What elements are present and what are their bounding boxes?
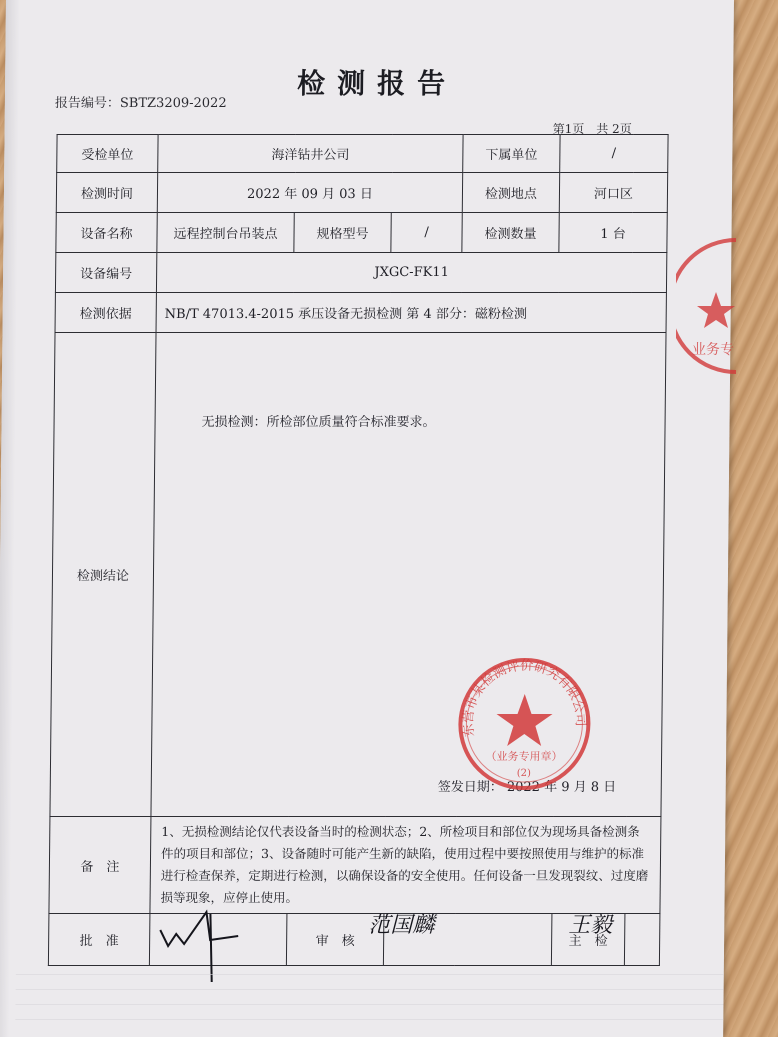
conclusion-text: 无损检测：所检部位质量符合标准要求。 (201, 415, 436, 430)
review-label: 审 核 (286, 914, 384, 966)
table-row (49, 817, 661, 914)
time-label: 检测时间 (56, 173, 157, 213)
table-row (56, 173, 667, 213)
sub-unit-value: / (560, 135, 668, 173)
page-backprint-lines (15, 960, 724, 1020)
inspect-signature-cell (624, 914, 660, 966)
device-no-label: 设备编号 (55, 253, 156, 293)
quantity-value: 1 台 (559, 213, 667, 253)
inspect-label: 主 检 (551, 914, 625, 966)
page-info: 第1页 共 2页 (552, 122, 632, 136)
issue-date-year: 2022 (506, 780, 541, 795)
review-signature: 范国麟 (368, 913, 435, 938)
model-label: 规格型号 (294, 213, 391, 253)
issue-date-text: 年 9 月 8 日 (544, 780, 617, 795)
table-row (55, 253, 666, 293)
report-table (48, 134, 669, 966)
quantity-label: 检测数量 (462, 213, 559, 253)
issue-date-label: 签发日期： (437, 780, 503, 795)
conclusion-label: 检测结论 (50, 333, 156, 817)
device-name-label: 设备名称 (56, 213, 157, 253)
device-no-value: JXGC-FK11 (156, 253, 666, 293)
sub-unit-label: 下属单位 (463, 135, 560, 173)
basis-value: NB/T 47013.4-2015 承压设备无损检测 第 4 部分：磁粉检测 (156, 293, 666, 333)
basis-label: 检测依据 (55, 293, 156, 333)
place-label: 检测地点 (462, 173, 559, 213)
inspect-signature: 王毅 (568, 913, 613, 938)
page-title: 检测报告 (296, 67, 458, 100)
seal-ring-text: 东营市某检测评价研究有限公司 (461, 658, 588, 738)
model-value: / (391, 213, 462, 253)
company-seal (456, 656, 593, 792)
table-row (55, 293, 666, 333)
table-row (57, 135, 668, 173)
place-value: 河口区 (559, 173, 667, 213)
remarks-text: 1、无损检测结论仅代表设备当时的检测状态；2、所检项目和部位仅为现场具备检测条件的项目和部位；3、设备随时可能产生新的缺陷，使用过程中要按照使用与维护的标准进行检查保养，定期进行检测，以确保设备的安全使用。任何设备一旦发现裂纹、过度磨损等现象，应停止使用。 (150, 817, 661, 914)
approve-label: 批 准 (48, 914, 150, 966)
time-value: 2022 年 09 月 03 日 (157, 173, 462, 213)
unit-label: 受检单位 (57, 135, 158, 173)
seal-bottom-text: (2) (516, 768, 532, 779)
side-seal (676, 236, 756, 376)
table-row (56, 213, 667, 253)
side-seal-text: 业务专 (692, 342, 734, 358)
report-number: 报告编号：SBTZ3209-2022 (54, 96, 227, 111)
device-name-value: 远程控制台吊装点 (157, 213, 294, 253)
unit-value: 海洋钻井公司 (158, 135, 463, 173)
remarks-label: 备 注 (49, 817, 151, 914)
seal-inner-text: （业务专用章） (485, 750, 563, 763)
